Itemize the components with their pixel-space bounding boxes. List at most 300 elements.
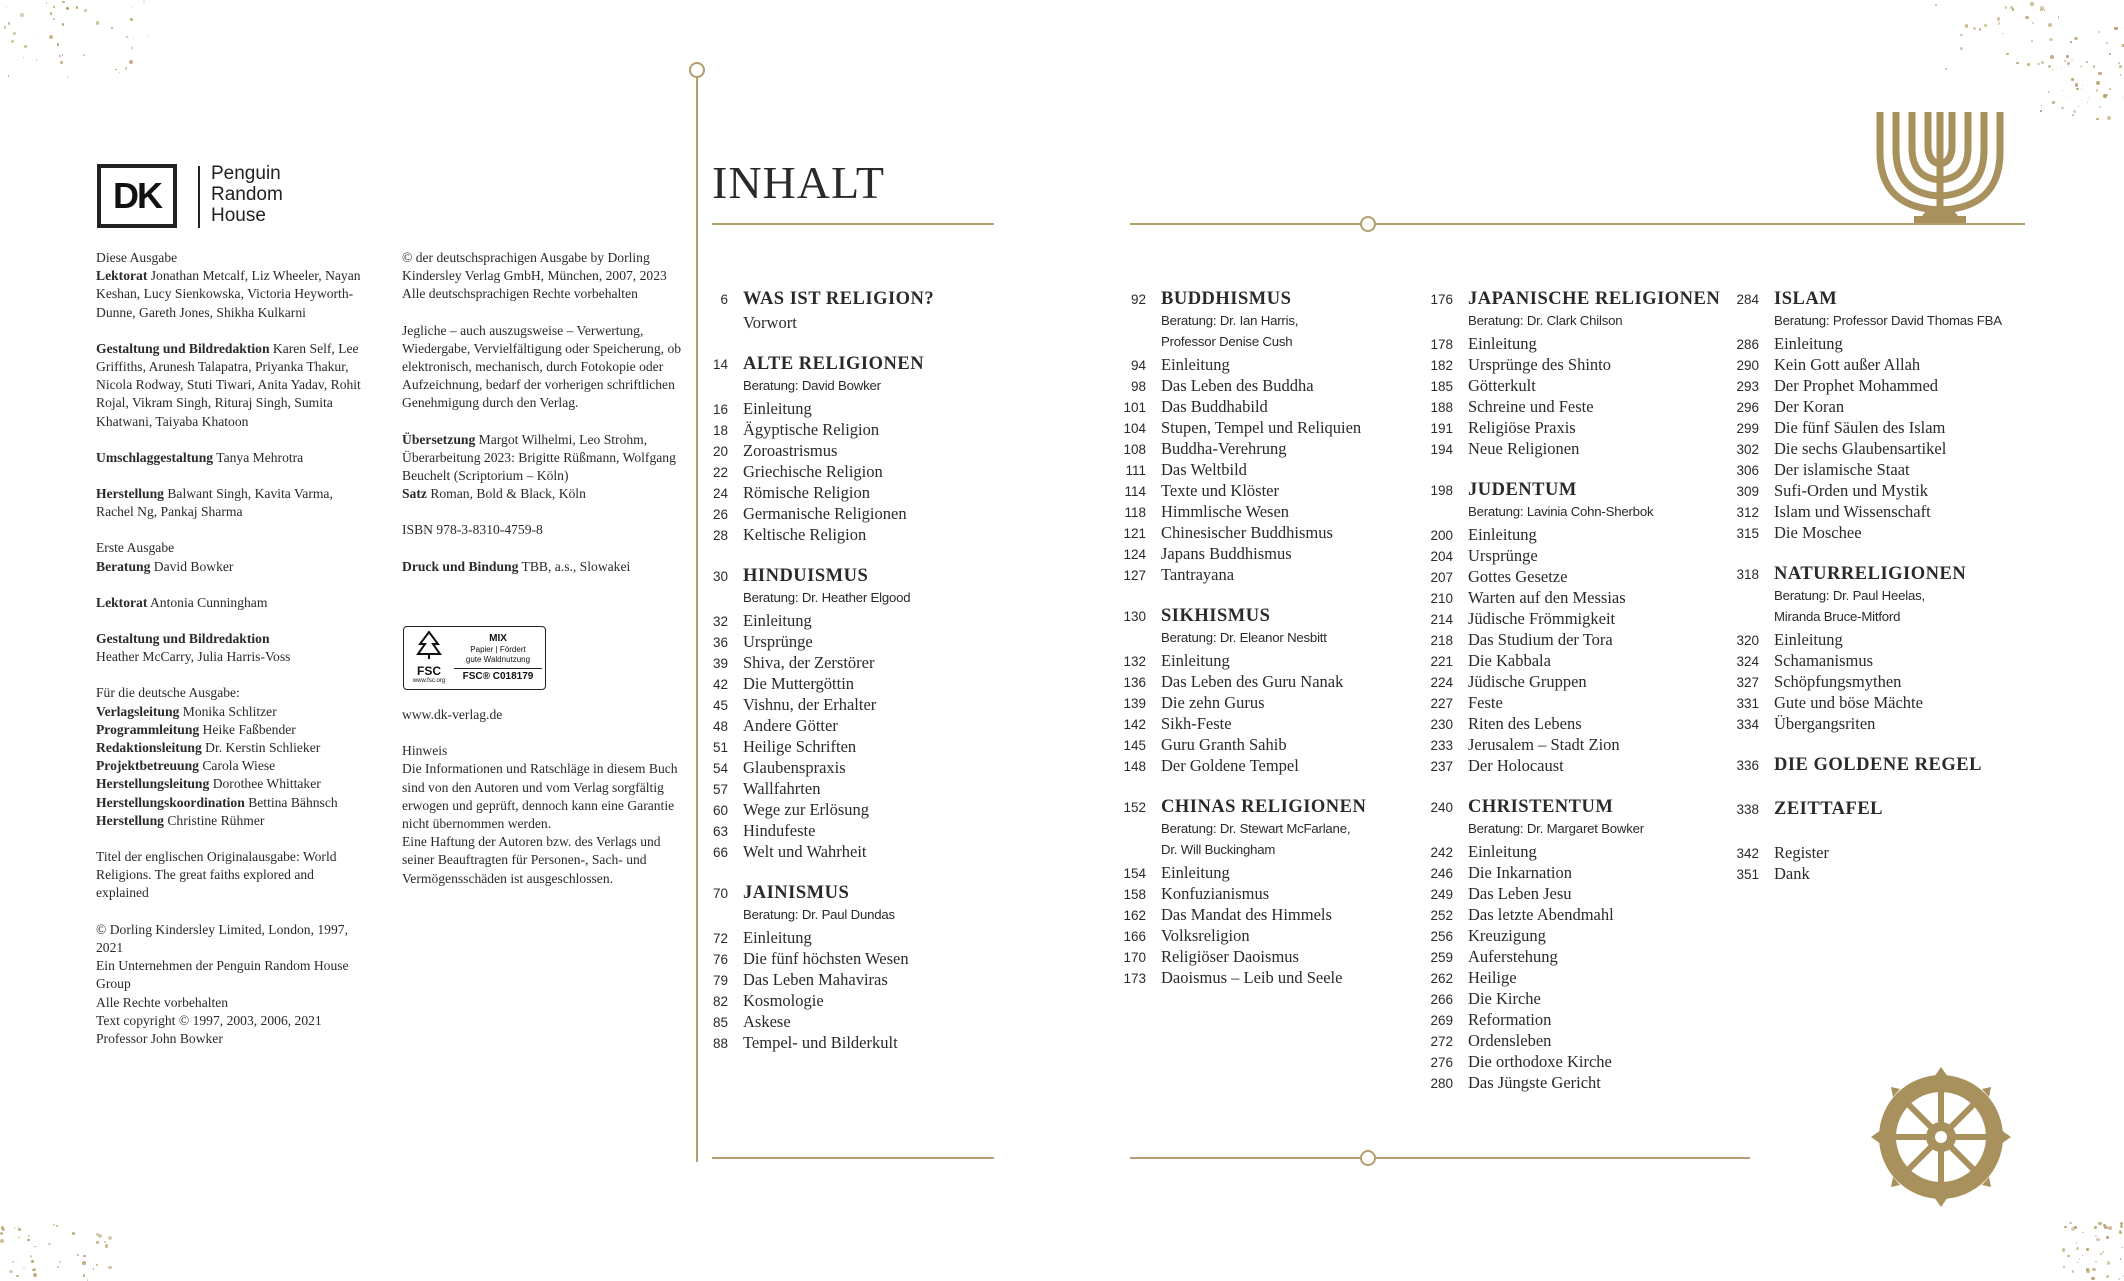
page-number: 158	[1123, 887, 1146, 902]
toc-entry[interactable]	[700, 949, 934, 970]
entry-title: Einleitung	[743, 928, 812, 947]
toc-entry[interactable]	[700, 695, 934, 716]
toc-entry[interactable]	[1731, 523, 2002, 544]
toc-entry[interactable]	[1118, 439, 1366, 460]
entry-title: Ägyptische Religion	[743, 420, 880, 439]
page-number: 262	[1430, 971, 1453, 986]
section-title: JUDENTUM	[1468, 480, 1577, 500]
toc-entry[interactable]	[1731, 693, 2002, 714]
entry-title: Jerusalem – Stadt Zion	[1468, 735, 1620, 754]
page-number: 152	[1123, 800, 1146, 815]
entry-title: Die Inkarnation	[1468, 863, 1573, 882]
section-advisor: Dr. Will Buckingham	[1161, 842, 1276, 857]
entry-title: Sufi-Orden und Mystik	[1774, 481, 1928, 500]
entry-title: Japans Buddhismus	[1161, 544, 1292, 563]
toc-entry[interactable]	[700, 653, 934, 674]
imprint-label: Lektorat	[96, 268, 148, 284]
toc-entry[interactable]	[1425, 842, 1720, 863]
toc-entry[interactable]	[700, 821, 934, 842]
imprint-text: Monika Schlitzer	[179, 703, 277, 719]
page-number: 351	[1736, 867, 1759, 882]
entry-title: Einleitung	[743, 611, 812, 630]
imprint-text: TBB, a.s., Slowakei	[518, 558, 631, 574]
imprint-label: Herstellung	[96, 812, 164, 828]
imprint-text: Professor John Bowker	[96, 1030, 223, 1046]
toc-entry[interactable]	[1118, 523, 1366, 544]
toc-entry[interactable]	[1731, 630, 2002, 651]
page-number: 240	[1430, 800, 1453, 815]
page-number: 82	[712, 994, 728, 1009]
entry-title: Die sechs Glaubensartikel	[1774, 439, 1947, 458]
toc-entry[interactable]	[1425, 439, 1720, 460]
entry-title: Askese	[743, 1012, 791, 1031]
toc-entry[interactable]	[1118, 672, 1366, 693]
toc-entry[interactable]	[700, 611, 934, 632]
toc-section-heading[interactable]	[1118, 797, 1366, 821]
imprint-label: Projektbetreuung	[96, 758, 199, 774]
toc-column-4	[1731, 289, 2002, 905]
toc-entry[interactable]	[1425, 672, 1720, 693]
toc-section-heading[interactable]	[700, 289, 934, 313]
page-number: 145	[1123, 738, 1146, 753]
page-number: 280	[1430, 1076, 1453, 1091]
toc-entry[interactable]	[1425, 609, 1720, 630]
imprint-paragraph	[96, 249, 366, 322]
page-number: 30	[712, 569, 728, 584]
page-number: 54	[712, 761, 728, 776]
page-number: 173	[1123, 971, 1146, 986]
toc-column-1	[700, 289, 934, 1074]
page-number: 204	[1430, 549, 1453, 564]
imprint-text: Für die deutsche Ausgabe:	[96, 685, 240, 701]
entry-title: Germanische Religionen	[743, 504, 907, 523]
page-number: 39	[712, 656, 728, 671]
imprint-text: Heather McCarry, Julia Harris-Voss	[96, 649, 291, 665]
toc-entry[interactable]	[700, 420, 934, 441]
entry-title: Stupen, Tempel und Reliquien	[1161, 418, 1362, 437]
page-number: 118	[1124, 505, 1146, 520]
toc-entry[interactable]	[1731, 714, 2002, 735]
entry-title: Einleitung	[1161, 863, 1230, 882]
toc-section-heading[interactable]	[700, 566, 934, 590]
entry-title: Guru Granth Sahib	[1161, 735, 1287, 754]
page-number: 249	[1430, 887, 1453, 902]
toc-section-heading[interactable]	[700, 883, 934, 907]
toc-column-2	[1118, 289, 1366, 1009]
page-number: 72	[712, 931, 728, 946]
page-number: 200	[1430, 528, 1453, 543]
imprint-paragraph	[402, 521, 684, 539]
imprint-text: Dorothee Whittaker	[209, 776, 321, 792]
page-number: 66	[712, 845, 728, 860]
page-number: 45	[712, 698, 728, 713]
penguin-random-house-logo: Penguin Random House	[211, 163, 283, 226]
page-number: 148	[1123, 759, 1146, 774]
entry-title: Jüdische Gruppen	[1468, 672, 1587, 691]
toc-entry[interactable]	[1425, 567, 1720, 588]
imprint-label: Verlagsleitung	[96, 703, 180, 719]
toc-entry[interactable]	[1118, 714, 1366, 735]
page-number: 191	[1430, 421, 1453, 436]
entry-title: Religiöse Praxis	[1468, 418, 1576, 437]
toc-entry[interactable]	[1731, 651, 2002, 672]
entry-title: Schreine und Feste	[1468, 397, 1594, 416]
toc-entry[interactable]	[1118, 418, 1366, 439]
toc-entry[interactable]	[1425, 947, 1720, 968]
toc-entry[interactable]	[1118, 460, 1366, 481]
toc-entry[interactable]	[1118, 355, 1366, 376]
toc-entry[interactable]	[1118, 863, 1366, 884]
entry-title: Neue Religionen	[1468, 439, 1580, 458]
imprint-text: Balwant Singh, Kavita Varma, Rachel Ng, Pankaj Sharma	[96, 486, 333, 520]
section-title: WAS IST RELIGION?	[743, 289, 935, 309]
entry-title: Gottes Gesetze	[1468, 567, 1568, 586]
page-number: 230	[1430, 717, 1453, 732]
toc-entry[interactable]	[1118, 651, 1366, 672]
toc-entry[interactable]	[1425, 1031, 1720, 1052]
toc-entry[interactable]	[700, 313, 934, 334]
toc-entry[interactable]	[700, 462, 934, 483]
entry-title: Der Koran	[1774, 397, 1845, 416]
toc-entry[interactable]	[1118, 884, 1366, 905]
toc-entry[interactable]	[700, 737, 934, 758]
toc-section	[700, 354, 934, 546]
page-number: 266	[1430, 992, 1453, 1007]
entry-title: Shiva, der Zerstörer	[743, 653, 875, 672]
section-advisor: Beratung: Dr. Eleanor Nesbitt	[1161, 630, 1327, 645]
imprint-label: Druck und Bindung	[402, 558, 519, 574]
imprint-paragraph	[402, 706, 684, 724]
page-number: 185	[1430, 379, 1453, 394]
divider-bottom-left	[712, 1157, 994, 1159]
entry-title: Einleitung	[1161, 651, 1230, 670]
entry-title: Einleitung	[1774, 630, 1843, 649]
toc-entry[interactable]	[1731, 481, 2002, 502]
page-number: 6	[720, 292, 728, 307]
toc-entry[interactable]	[700, 758, 934, 779]
toc-entry[interactable]	[700, 399, 934, 420]
imprint-paragraph	[402, 322, 684, 413]
toc-section-heading[interactable]	[1425, 797, 1720, 821]
page-number: 101	[1123, 400, 1146, 415]
toc-entry[interactable]	[1425, 905, 1720, 926]
entry-title: Ursprünge	[1468, 546, 1538, 565]
entry-title: Sikh-Feste	[1161, 714, 1232, 733]
section-advisor: Beratung: Dr. Margaret Bowker	[1468, 821, 1644, 836]
toc-entry[interactable]	[1425, 756, 1720, 777]
imprint-text: Hinweis	[402, 743, 448, 759]
toc-entry[interactable]	[1731, 334, 2002, 355]
toc-section-heading[interactable]	[1425, 289, 1720, 313]
imprint-column-2-bottom	[402, 706, 684, 906]
toc-entry[interactable]	[1425, 863, 1720, 884]
page-number: 276	[1430, 1055, 1453, 1070]
page-number: 315	[1736, 526, 1759, 541]
toc-section-heading[interactable]	[1731, 564, 2002, 588]
entry-title: Daoismus – Leib und Seele	[1161, 968, 1343, 987]
toc-entry[interactable]	[1425, 525, 1720, 546]
toc-section-heading[interactable]	[1731, 799, 2002, 823]
section-title: HINDUISMUS	[743, 566, 869, 586]
toc-entry[interactable]	[1118, 544, 1366, 565]
imprint-text: Margot Wilhelmi, Leo Strohm, Überarbeitung 2023: Brigitte Rüßmann, Wolfgang Beuchelt (Scriptorium – Köln)	[402, 431, 676, 484]
page-number: 302	[1736, 442, 1759, 457]
page-number: 259	[1430, 950, 1453, 965]
entry-title: Die Moschee	[1774, 523, 1862, 542]
entry-title: Ursprünge des Shinto	[1468, 355, 1611, 374]
entry-title: Das Leben Mahaviras	[743, 970, 888, 989]
toc-entry[interactable]	[1118, 481, 1366, 502]
page-number: 63	[712, 824, 728, 839]
imprint-text: Carola Wiese	[198, 758, 276, 774]
toc-entry[interactable]	[1425, 714, 1720, 735]
toc-section	[1425, 289, 1720, 460]
toc-entry[interactable]	[1731, 672, 2002, 693]
toc-entry[interactable]	[1731, 355, 2002, 376]
entry-title: Einleitung	[1161, 355, 1230, 374]
toc-entry[interactable]	[1425, 588, 1720, 609]
section-title: DIE GOLDENE REGEL	[1774, 755, 1982, 775]
imprint-paragraph	[402, 431, 684, 504]
page-number: 312	[1736, 505, 1759, 520]
section-advisor: Beratung: Dr. Paul Heelas,	[1774, 588, 1925, 603]
page-number: 320	[1736, 633, 1759, 648]
toc-entry[interactable]	[700, 970, 934, 991]
section-title: ZEITTAFEL	[1774, 799, 1884, 819]
page-number: 98	[1130, 379, 1146, 394]
toc-entry[interactable]	[1425, 1073, 1720, 1094]
page-number: 94	[1130, 358, 1146, 373]
page-number: 51	[712, 740, 728, 755]
imprint-text: Jegliche – auch auszugsweise – Verwertung, Wiedergabe, Vervielfältigung oder Speicherung, ob elektronisch, mechanisch, durch Fotokopie oder Aufzeichnung, bedarf der vorherigen schriftlichen Genehmigung durch den Verlag.	[402, 322, 682, 411]
toc-section	[1731, 289, 2002, 544]
toc-entry[interactable]	[1731, 843, 2002, 864]
toc-entry[interactable]	[1118, 376, 1366, 397]
imprint-label: Übersetzung	[402, 431, 476, 447]
page-number: 114	[1124, 484, 1146, 499]
toc-entry[interactable]	[700, 525, 934, 546]
toc-entry[interactable]	[700, 1012, 934, 1033]
imprint-text: Titel der englischen Originalausgabe: World Religions. The great faiths explored and explained	[96, 849, 337, 901]
page-number: 233	[1430, 738, 1453, 753]
page-number: 14	[712, 357, 728, 372]
toc-entry[interactable]	[1425, 651, 1720, 672]
page-number: 70	[712, 886, 728, 901]
imprint-paragraph	[96, 630, 366, 666]
imprint-paragraph	[402, 558, 684, 576]
toc-entry[interactable]	[1425, 735, 1720, 756]
toc-entry[interactable]	[700, 716, 934, 737]
entry-title: Glaubenspraxis	[743, 758, 846, 777]
entry-title: Kosmologie	[743, 991, 824, 1010]
page-number: 336	[1736, 758, 1759, 773]
imprint-text: Tanya Mehrotra	[213, 449, 304, 465]
page-number: 16	[712, 402, 728, 417]
toc-entry[interactable]	[1118, 397, 1366, 418]
toc-section-heading[interactable]	[700, 354, 934, 378]
toc-section-heading[interactable]	[1118, 606, 1366, 630]
page-number: 48	[712, 719, 728, 734]
page-number: 252	[1430, 908, 1453, 923]
page-number: 338	[1736, 802, 1759, 817]
page-number: 57	[712, 782, 728, 797]
entry-title: Götterkult	[1468, 376, 1536, 395]
toc-entry[interactable]	[700, 504, 934, 525]
page-number: 286	[1736, 337, 1759, 352]
toc-entry[interactable]	[700, 842, 934, 863]
toc-entry[interactable]	[1731, 397, 2002, 418]
toc-entry[interactable]	[1118, 905, 1366, 926]
toc-entry[interactable]	[1118, 947, 1366, 968]
page-number: 130	[1123, 609, 1146, 624]
toc-entry[interactable]	[700, 441, 934, 462]
toc-entry[interactable]	[1425, 968, 1720, 989]
page-number: 182	[1430, 358, 1453, 373]
page-number: 127	[1123, 568, 1146, 583]
toc-entry[interactable]	[1118, 693, 1366, 714]
toc-entry[interactable]	[1118, 565, 1366, 586]
toc-entry[interactable]	[1731, 502, 2002, 523]
entry-title: Das Leben des Guru Nanak	[1161, 672, 1344, 691]
entry-title: Ordensleben	[1468, 1031, 1552, 1050]
entry-title: Der islamische Staat	[1774, 460, 1910, 479]
toc-entry[interactable]	[700, 991, 934, 1012]
entry-title: Das Leben Jesu	[1468, 884, 1572, 903]
imprint-text: Antonia Cunningham	[147, 594, 268, 610]
toc-entry[interactable]	[700, 674, 934, 695]
toc-entry[interactable]	[1731, 376, 2002, 397]
entry-title: Himmlische Wesen	[1161, 502, 1290, 521]
toc-entry[interactable]	[1425, 989, 1720, 1010]
toc-entry[interactable]	[700, 800, 934, 821]
imprint-label: Redaktionsleitung	[96, 740, 202, 756]
toc-entry[interactable]	[700, 928, 934, 949]
toc-entry[interactable]	[1425, 884, 1720, 905]
toc-entry[interactable]	[1425, 926, 1720, 947]
toc-section-heading[interactable]	[1118, 289, 1366, 313]
imprint-paragraph	[96, 340, 366, 431]
entry-title: Die orthodoxe Kirche	[1468, 1052, 1612, 1071]
page-number: 318	[1736, 567, 1759, 582]
page-number: 324	[1736, 654, 1759, 669]
imprint-label: Gestaltung und Bildredaktion	[96, 340, 270, 356]
entry-title: Einleitung	[1468, 842, 1537, 861]
section-title: NATURRELIGIONEN	[1774, 564, 1967, 584]
page-number: 198	[1430, 483, 1453, 498]
toc-entry[interactable]	[1731, 439, 2002, 460]
toc-entry[interactable]	[1731, 460, 2002, 481]
toc-entry[interactable]	[1425, 334, 1720, 355]
entry-title: Einleitung	[1774, 334, 1843, 353]
page-number: 246	[1430, 866, 1453, 881]
divider-top-left	[712, 223, 994, 225]
toc-section-heading[interactable]	[1425, 480, 1720, 504]
imprint-text: Karen Self, Lee Griffiths, Arunesh Talapatra, Priyanka Thakur, Nicola Rodway, Stuti Tiwari, Anita Yadav, Rohit Rojal, Vikram Singh, Rituraj Singh, Sumita Khatwani, Taiyaba Khatoon	[96, 340, 361, 429]
page-number: 210	[1430, 591, 1453, 606]
toc-entry[interactable]	[1425, 376, 1720, 397]
page-number: 32	[712, 614, 728, 629]
imprint-label: Herstellungskoordination	[96, 794, 245, 810]
entry-title: Volksreligion	[1161, 926, 1250, 945]
toc-entry[interactable]	[1118, 502, 1366, 523]
toc-entry[interactable]	[1425, 1010, 1720, 1031]
page-number: 221	[1430, 654, 1453, 669]
imprint-label: Satz	[402, 486, 427, 502]
entry-title: Übergangsriten	[1774, 714, 1876, 733]
toc-entry[interactable]	[700, 632, 934, 653]
entry-title: Die Kirche	[1468, 989, 1541, 1008]
toc-entry[interactable]	[1425, 397, 1720, 418]
imprint-paragraph	[96, 594, 366, 612]
page-number: 170	[1123, 950, 1146, 965]
page-number: 139	[1123, 696, 1146, 711]
toc-section-heading[interactable]	[1731, 755, 2002, 779]
imprint-label: Herstellungsleitung	[96, 776, 210, 792]
page-number: 124	[1123, 547, 1146, 562]
toc-entry[interactable]	[700, 779, 934, 800]
divider-bottom-right	[1130, 1157, 1750, 1159]
toc-entry[interactable]	[1425, 546, 1720, 567]
toc-entry[interactable]	[1118, 756, 1366, 777]
page-number: 242	[1430, 845, 1453, 860]
toc-section	[700, 566, 934, 863]
toc-entry[interactable]	[1731, 418, 2002, 439]
toc-entry[interactable]	[700, 1033, 934, 1054]
page-number: 111	[1125, 463, 1146, 478]
page-number: 108	[1123, 442, 1146, 457]
toc-entry[interactable]	[1425, 1052, 1720, 1073]
imprint-label: Umschlaggestaltung	[96, 449, 214, 465]
entry-title: Warten auf den Messias	[1468, 588, 1626, 607]
imprint-label: Gestaltung und Bildredaktion	[96, 631, 270, 647]
toc-section	[1118, 606, 1366, 777]
imprint-text: Roman, Bold & Black, Köln	[426, 486, 586, 502]
entry-title: Kreuzigung	[1468, 926, 1546, 945]
toc-entry[interactable]	[700, 483, 934, 504]
toc-section	[1731, 755, 2002, 779]
imprint-paragraph	[96, 539, 366, 575]
toc-entry[interactable]	[1425, 418, 1720, 439]
toc-section	[700, 289, 934, 334]
toc-section-heading[interactable]	[1731, 289, 2002, 313]
entry-title: Der Prophet Mohammed	[1774, 376, 1939, 395]
page-title: INHALT	[712, 157, 885, 208]
entry-title: Buddha-Verehrung	[1161, 439, 1287, 458]
toc-entry[interactable]	[1731, 864, 2002, 885]
page-number: 92	[1130, 292, 1146, 307]
imprint-text: Diese Ausgabe	[96, 250, 178, 265]
toc-entry[interactable]	[1118, 735, 1366, 756]
entry-title: Das Weltbild	[1161, 460, 1247, 479]
toc-entry[interactable]	[1118, 968, 1366, 989]
page-number: 269	[1430, 1013, 1453, 1028]
imprint-text: © Dorling Kindersley Limited, London, 1997, 2021	[96, 921, 348, 955]
page-number: 290	[1736, 358, 1759, 373]
page-number: 237	[1430, 759, 1453, 774]
section-advisor: Beratung: David Bowker	[743, 378, 881, 393]
toc-entry[interactable]	[1425, 630, 1720, 651]
page-number: 342	[1736, 846, 1759, 861]
page-number: 136	[1123, 675, 1146, 690]
page-number: 132	[1123, 654, 1146, 669]
toc-section	[1118, 289, 1366, 586]
toc-entry[interactable]	[1118, 926, 1366, 947]
entry-title: Chinesischer Buddhismus	[1161, 523, 1333, 542]
page-number: 272	[1430, 1034, 1453, 1049]
toc-entry[interactable]	[1425, 693, 1720, 714]
page-number: 214	[1430, 612, 1453, 627]
toc-entry[interactable]	[1425, 355, 1720, 376]
